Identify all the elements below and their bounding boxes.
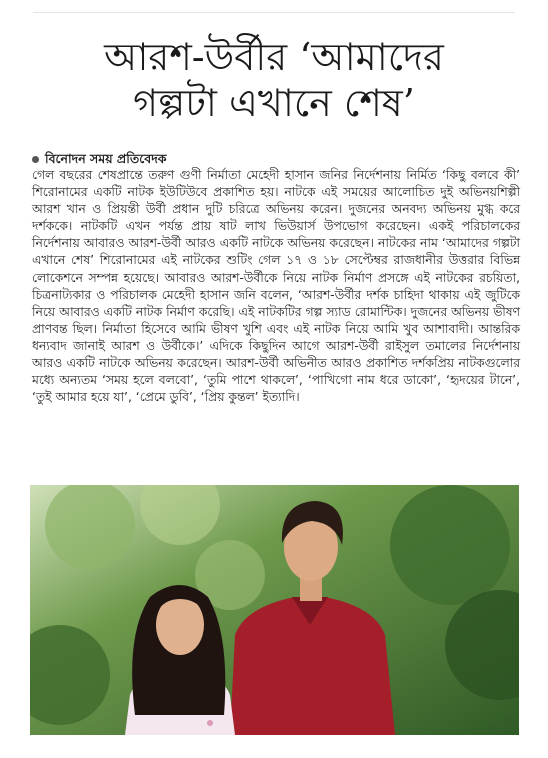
article-body: গেল বছরের শেষপ্রান্তে তরুণ গুণী নির্মাতা মেহেদী হাসান জনির নির্দেশনায় নির্মিত ‘কিছু বলবে কী’ শিরোনামের একটি নাটক ইউটিউবে প্রকাশিত হয়। নাটকে এই সময়ের আলোচিত দুই অভিনয়শিল্পী আরশ খান ও প্রিয়ন্তী উর্বী প্রধান দুটি চরিত্রে অভিনয় করেন। দুজনের অনবদ্য অভিনয় মুগ্ধ করে দর্শককে। নাটকটি এখন পর্যন্ত প্রায় ষাট লাখ ভিউয়ার্স উপভোগ করেছেন। একই পরিচালকের নির্দেশনায় আবারও আরশ-উর্বী আরও একটি নাটকে অভিনয় করেছেন। নাটকের নাম ‘আমাদের গল্পটা এখানে শেষ’ শিরোনামের এই নাটকের শুটিং গেল ১৭ ও ১৮ সেপ্টেম্বর রাজধানীর উত্তরার বিভিন্ন লোকেশনে সম্পন্ন হয়েছে। আবারও আরশ-উর্বীকে নিয়ে নাটক নির্মাণ প্রসঙ্গে এই নাটকের রচয়িতা, চিত্রনাট্যকার ও পরিচালক মেহেদী হাসান জনি বলেন, ‘আরশ-উর্বীর দর্শক চাহিদা থাকায় এই জুটিকে নিয়ে আবারও একটি নাটক নির্মাণ করেছি। এই নাটকটির গল্প স্যাড রোমান্টিক। দুজনের অভিনয় ভীষণ প্রাণবন্ত ছিল। নির্মাতা হিসেবে আমি ভীষণ খুশি এবং এই নাটক নিয়ে আমি খুব আশাবাদী। আন্তরিক ধন্যবাদ জানাই আরশ ও উর্বীকে।’ এদিকে কিছুদিন আগে আরশ-উর্বী রাইসুল তমালের নির্দেশনায় আরও একটি নাটকে অভিনয় করেছেন। আরশ-উর্বী অভিনীত আরও প্রকাশিত দর্শকপ্রিয় নাটকগুলোর মধ্যে অন্যতম ‘সময় হলে বলবো’, ‘তুমি পাশে থাকলে’, ‘পাখিগো নাম ধরে ডাকো’, ‘হৃদয়ের টানে’, ‘তুই আমার হয়ে যা’, ‘প্রেমে ডুবি’, ‘প্রিয় কুন্তল’ ইত্যাদি। <box>32 168 520 405</box>
headline-line-1: আরশ-উর্বীর ‘আমাদের <box>104 35 444 79</box>
top-divider <box>33 12 515 13</box>
headline-line-2: গল্পটা এখানে শেষ’ <box>133 81 415 125</box>
headline <box>30 34 518 126</box>
article-photo <box>30 485 519 735</box>
bullet-icon <box>32 156 39 163</box>
photo-illustration <box>30 485 519 735</box>
byline <box>32 151 522 167</box>
byline-text: বিনোদন সময় প্রতিবেদক <box>45 151 167 166</box>
